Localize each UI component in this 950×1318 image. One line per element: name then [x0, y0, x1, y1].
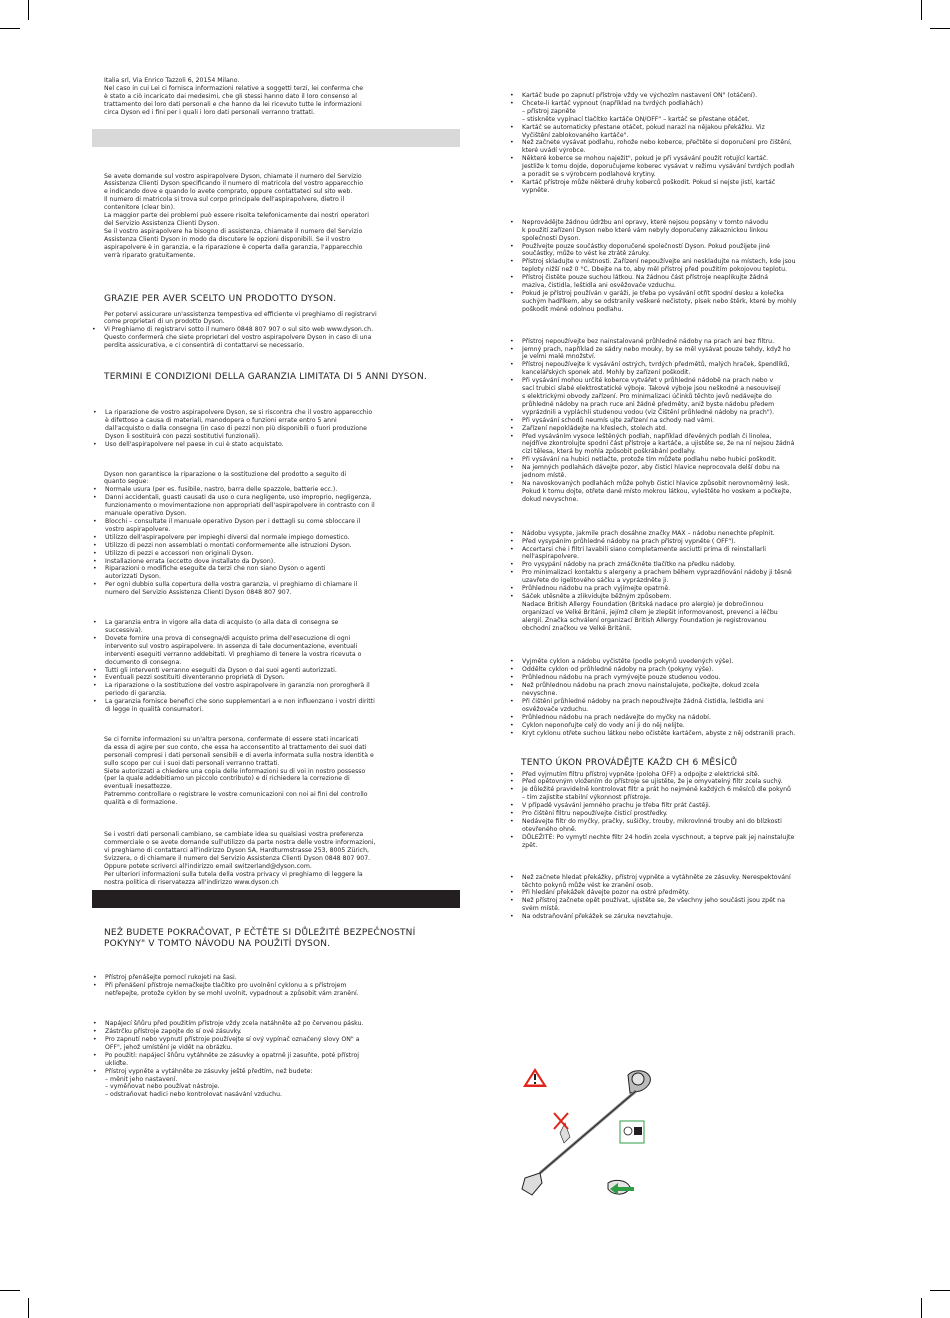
- crop-mark: [930, 28, 950, 29]
- list-item: • Přístroj skladujte v místnosti. Zařízení nepoužívejte ani neskladujte na místech, kde jsou teploty nižší než 0 °C. Dbejte na to, aby měl přístroj před použitím pokojovou teplotu.: [522, 258, 879, 274]
- list-item: • Pro minimalizaci kontaktu s alergeny a prachem během vyprazdňování nádoby ji těsně uzavřete do igelitového sáčku a vyprázdněte ji.: [522, 569, 879, 585]
- list-item: • Dovete fornire una prova di consegna/di acquisto prima dell'esecuzione di ogni intervento sul vostro aspirapolvere. In assenza di tale documentazione, eventuali interventi eseguiti verranno addebitati. Vi preghiamo di tenere la vostra ricevuta o documento di consegna.: [105, 635, 460, 667]
- list-item: • Přístroj čistěte pouze suchou látkou. Na žádnou část přístroje neaplikujte žádná maziva, čistidla, leštidla ani osvěžovače vzduchu.: [522, 274, 879, 290]
- list-item: • Před opětovným vložením do přístroje se ujistěte, že je omyvatelný filtr zcela suchý.: [522, 778, 879, 786]
- list-item: • Průhlednou nádobu na prach vymývejte pouze studenou vodou.: [522, 674, 879, 682]
- list-item: • Při vysávání schodů neumís ujte zařízení na schody nad vámi.: [522, 417, 879, 425]
- left-column: Italia srl, Via Enrico Tazzoli 6, 20154 Milano. Nel caso in cui Lei ci fornisca informazioni relative a soggetti terzi, lei conferma che è stato a ciò incaricato dai medesimi, che gli stessi hanno dato il loro consenso al trattamento dei loro dati personali e che hanno da lei ricevuto tutte le informazioni circa Dyson ed i fini per i quali i loro dati personali verranno trattati. Se avete domande sul vostro aspirapolvere Dyson, chiamate il numero del Servizio Assistenza Clienti Dyson specificando il numero di matricola del vostro apparecchio e indicando dove e quando lo avete comprato, oppure contattateci sul sito web. Il numero di matricola si trova sul corpo principale dell'aspirapolvere, dietro il contenitore (clear bin). La maggior parte dei problemi può essere risolta telefonicamente dai nostri operatori del Servizio Assistenza Clienti Dyson. Se il vostro aspirapolvere ha bisogno di assistenza, chiamate il numero del Servizio Assistenza Clienti Dyson in modo da discutere le opzioni disponibili. Se il vostro aspirapolvere è in garanzia, e la riparazione è coperta dalla garanzia, l'apparecchio verrà riparato gratuitamente. GRAZIE PER AVER SCELTO UN PRODOTTO DYSON. Per potervi assicurare un'assistenza tempestiva ed efficiente vi preghiamo di registrarvi come proprietari di un prodotto Dyson. • Vi Preghiamo di registrarvi sotto il numero 0848 807 907 o sul sito web www.dyson.ch. Questo confermerà che siete proprietari del vostro aspirapolvere Dyson in caso di una perdita assicurativa, e ci consentirà di contattarvi se necessario. TERMINI E CONDIZIONI DELLA GARANZIA LIMITATA DI 5 ANNI DYSON. • La riparazione de vostro aspirapolvere Dyson, se si riscontra che il vostro apparecchio è difettoso a causa di materiali, manodopera o funzioni errate entro 5 anni dall'acquisto o dalla consegna (in caso di pezzi non più disponibili o fuori produzione Dyson li sostituirà con pezzi sostitutivi funzionali). • Uso dell'aspirapolvere nel paese in cui è stato acquistato. Dyson non garantisce la riparazione o la sostituzione del prodotto a seguito di quanto segue: • Normale usura (per es. fusibile, nastro, barra delle spazzole, batterie ecc.). • Danni accidentali, guasti causati da uso o cura negligente, uso improprio, negligenza, funzionamento o movimentazione non appropriati dell'aspirapolvere in contrasto con il manuale operativo Dyson. • Blocchi – consultate il manuale operativo Dyson per i dettagli su come sbloccare il vostro aspirapolvere. • Utilizzo dell'aspirapolvere per impieghi diversi dal normale impiego domestico. • Utilizzo di pezzi non assemblati o montati conformemente alle istruzioni Dyson. • Utilizzo di pezzi e accessori non originali Dyson. • Installazione errata (eccetto dove installato da Dyson). • Riparazioni o modifiche eseguite da terzi che non siano Dyson o agenti autorizzati Dyson. • Per ogni dubbio sulla copertura della vostra garanzia, vi preghiamo di chiamare il numero del Servizio Assistenza Clienti Dyson 0848 807 907. • La garanzia entra in vigore alla data di acquisto (o alla data di consegna se successiva). • Dovete fornire una prova di consegna/di acquisto prima dell'esecuzione di ogni intervento sul vostro aspirapolvere. In assenza di tale documentazione, eventuali interventi eseguiti verranno addebitati. Vi preghiamo di tenere la vostra ricevuta o documento di consegna. • Tutti gli interventi verranno eseguiti da Dyson o dai suoi agenti autorizzati. • Eventuali pezzi sostituiti diventeranno proprietà di Dyson. • La riparazione o la sostituzione del vostro aspirapolvere in garanzia non prorogherà il periodo di garanzia. • La garanzia fornisce benefici che sono supplementari a e non influenzano i vostri diritti di legge in qualità consumatori. Se ci fornite informazioni su un'altra persona, confermate di essere stati incaricati da essa di agire per suo conto, che essa ha acconsentito al trattamento dei suoi dati personali compresi i dati personali sensibili e di averla informata sulla nostra identità e sullo scopo per cui i suoi dati personali verranno trattati. Siete autorizzati a chiedere una copia delle informazioni su di voi in nostro possesso (per la quale addebitiamo un piccolo contributo) e di richiedere la correzione di eventuali inesattezze. Patremmo controllare o registrare le vostre comunicazioni con noi ai fini del controllo qualità e di formazione. Se i vostri dati personali cambiano, se cambiate idea su qualsiasi vostra preferenza commerciale o se avete domande sull'utilizzo da parte nostra delle vostre informazioni, vi preghiamo di contattarci all'indirizzo Dyson SA, Hardturmstrasse 253, 8005 Zürich, Svizzera, o di chiamare il numero del Servizio Assistenza Clienti Dyson 0848 807 907. Oppure potete scriverci all'indirizzo email switzerland@dyson.com. Per ulteriori informazioni sulla tutela della vostra privacy vi preghiamo di leggere la nostra politica di riservatezza all'indirizzo www.dyson.ch NEŽ BUDETE POKRAČOVAT, P EČTĚTE SI DŮLEŽITÉ BEZPEČNOSTNÍ POKYNY" V TOMTO NÁVODU NA POUŽITÍ DYSON. • Přístroj přenášejte pomocí rukojeti na šasi. • Při přenášení přístroje nemačkejte tlačítko pro uvolnění cyklonu a s přístrojem netřepejte, protože cyklon by se mohl uvolnit, vypadnout a způsobit vám zranění. • Napájecí šňůru před použitím přístroje vždy zcela natáhněte až po červenou pásku. • Zástrčku přístroje zapojte do sí ové zásuvky. • Pro zapnutí nebo vypnutí přístroje používejte sí ový vypínač označený slovy ON" a OFF", jehož umístění je vidět na obrázku. • Po použití: napájecí šňůru vytáhněte ze zásuvky a opatrně ji zasuňte, poté přístroj ukliďte. • Přístroj vypněte a vytáhněte ze zásuvky ještě předtím, než budete: – měnit jeho nastavení. – vyměňovat nebo používat nástroje. – odstraňovat hadici nebo kontrolovat nasávání vzduchu.: [92, 77, 460, 1099]
- warning-icon: [523, 1068, 547, 1087]
- list-item: • Kartáč bude po zapnutí přístroje vždy ve výchozím nastavení ON" (otáčení).: [522, 92, 879, 100]
- termini-heading: TERMINI E CONDIZIONI DELLA GARANZIA LIMITATA DI 5 ANNI DYSON.: [104, 372, 427, 383]
- vacuum-illustration: [510, 1063, 675, 1213]
- privacy-text-1: Se ci fornite informazioni su un'altra persona, confermate di essere stati incaricati da essa di agire per suo conto, che essa ha acconsentito al trattamento dei suoi dati personali compresi i dati personali sensibili e di averla informata sulla nostra identità e sullo scopo per cui i suoi dati personali verranno trattati. Siete autorizzati a chiedere una copia delle informazioni su di voi in nostro possesso (per la quale addebitiamo un piccolo contributo) e di richiedere la correzione di eventuali inesattezze. Patremmo controllare o registrare le vostre comunicazioni con noi ai fini del controllo qualità e di formazione.: [104, 735, 374, 807]
- list-item: • Vyjměte cyklon a nádobu vyčistěte (podle pokynů uvedených výše).: [522, 658, 879, 666]
- cyclone-list: [509, 658, 879, 737]
- list-item: • Je důležité pravidelně kontrolovat filtr a prát ho nejméně každých 6 měsíců dle pokynů – tím zajistíte stabilní výkonnost přístroje.: [522, 786, 879, 802]
- list-item: • La riparazione o la sostituzione del vostro aspirapolvere in garanzia non prorogherà il periodo di garanzia.: [105, 682, 460, 698]
- list-item: • Napájecí šňůru před použitím přístroje vždy zcela natáhněte až po červenou pásku.: [105, 1020, 460, 1028]
- crop-mark: [921, 0, 922, 20]
- safety-heading: NEŽ BUDETE POKRAČOVAT, P EČTĚTE SI DŮLEŽITÉ BEZPEČNOSTNÍ POKYNY" V TOMTO NÁVODU NA POUŽITÍ DYSON.: [104, 928, 416, 950]
- list-item: • Před vysáváním vysoce leštěných podlah, například dřevěných podlah či linolea, nejdříve zkontrolujte spodní část přístroje a kartáče, a ujistěte se, že na ní nejsou žádná cizí tělesa, která by mohla způsobit poškrábání podlahy.: [522, 433, 879, 457]
- list-item: • La garanzia entra in vigore alla data di acquisto (o alla data di consegna se successiva).: [105, 619, 460, 635]
- list-item: • Před vysypáním průhledné nádoby na prach přístroj vypněte ( OFF").: [522, 538, 879, 546]
- list-item: • Riparazioni o modifiche eseguite da terzi che non siano Dyson o agenti autorizzati Dyson.: [105, 565, 460, 581]
- list-item: • Zástrčku přístroje zapojte do sí ové zásuvky.: [105, 1028, 460, 1036]
- list-item: • Blocchi – consultate il manuale operativo Dyson per i dettagli su come sbloccare il vostro aspirapolvere.: [105, 518, 460, 534]
- non-garantisce-list: [92, 486, 460, 597]
- list-item: • Při vysávání mohou určité koberce vytvářet v průhledné nádobě na prach nebo v sací trubici slabé elektrostatické výboje. Takové výboje jsou neškodné a nesouvisejí s elektrickými obvody zařízení. Pro minimalizaci účinků těchto jevů nedávejte do průhledné nádoby na prach ruce ani žádné předměty, aniž byste nádobu předem vyprázdnili a vypláchli studenou vodou (viz Čištění průhledné nádoby na prach").: [522, 377, 879, 417]
- list-item: • Než přístroj začnete opět používat, ujistěte se, že všechny jeho součásti jsou zpět na svém místě.: [522, 897, 879, 913]
- list-item: • Tutti gli interventi verranno eseguiti da Dyson o dai suoi agenti autorizzati.: [105, 667, 460, 675]
- list-item: • Při hledání překážek dávejte pozor na ostré předměty.: [522, 889, 879, 897]
- list-item: • Průhlednou nádobu na prach vyjímejte opatrně.: [522, 585, 879, 593]
- intro-text: Italia srl, Via Enrico Tazzoli 6, 20154 Milano. Nel caso in cui Lei ci fornisca informazioni relative a soggetti terzi, lei conferma che è stato a ciò incaricato dai medesimi, che gli stessi hanno dato il loro consenso al trattamento dei loro dati personali e che hanno da lei ricevuto tutte le informazioni circa Dyson ed i fini per i quali i loro dati personali verranno trattati.: [104, 77, 364, 116]
- list-item: • Nedávejte filtr do myčky, pračky, sušičky, trouby, mikrovlnné trouby ani do blízkosti otevřeného ohně.: [522, 818, 879, 834]
- list-item: • Na odstraňování překážek se záruka nevztahuje.: [522, 913, 879, 921]
- list-item: • Přístroj přenášejte pomocí rukojeti na šasi.: [105, 974, 460, 982]
- bin-list: [509, 530, 879, 633]
- list-item: • Než začnete vysávat podlahu, rohože nebo koberce, přečtěte si doporučení pro čištění, které uvádí výrobce.: [522, 139, 879, 155]
- list-item: • Kryt cyklonu otřete suchou látkou nebo očistěte kartáčem, abyste z něj odstranili prach.: [522, 730, 879, 738]
- list-item: • Danni accidentali, guasti causati da uso o cura negligente, uso improprio, negligenza, funzionamento o movimentazione non appropriati dell'aspirapolvere in contrasto con il manuale operativo Dyson.: [105, 494, 460, 518]
- list-item: • Uso dell'aspirapolvere nel paese in cui è stato acquistato.: [105, 441, 460, 449]
- list-item: • Některé koberce se mohou naježit", pokud je při vysávání použit rotující kartáč. Jestliže k tomu dojde, doporučujeme koberec vysávat v režimu vysávání tvrdých podlah a poradit se s výrobcem podlahové krytiny.: [522, 155, 879, 179]
- list-item: • Kartáč se automaticky přestane otáčet, pokud narazí na nějakou překážku. Viz Vyčištění zablokovaného kartáče".: [522, 124, 879, 140]
- list-item: • Zařízení nepokládejte na křeslech, stolech atd.: [522, 425, 879, 433]
- assistance-text: Se avete domande sul vostro aspirapolvere Dyson, chiamate il numero del Servizio Assistenza Clienti Dyson specificando il numero di matricola del vostro apparecchio e indicando dove e quando lo avete comprato, oppure contattateci sul sito web. Il numero di matricola si trova sul corpo principale dell'aspirapolvere, dietro il contenitore (clear bin). La maggior parte dei problemi può essere risolta telefonicamente dai nostri operatori del Servizio Assistenza Clienti Dyson. Se il vostro aspirapolvere ha bisogno di assistenza, chiamate il numero del Servizio Assistenza Clienti Dyson in modo da discutere le opzioni disponibili. Se il vostro aspirapolvere è in garanzia, e la riparazione è coperta dalla garanzia, l'apparecchio verrà riparato gratuitamente.: [104, 172, 369, 259]
- list-item: • Neprovádějte žádnou údržbu ani opravy, které nejsou popsány v tomto návodu k použití zařízení Dyson nebo které vám nebyly doporučeny zákaznickou linkou společnosti Dyson.: [522, 219, 879, 243]
- list-item: • Přístroj nepoužívejte k vysávání ostrých, tvrdých předmětů, malých hraček, špendlíků, kancelářských sponek atd. Mohly by zařízení poškodit.: [522, 361, 879, 377]
- crop-mark: [930, 1290, 950, 1291]
- blockage-list: [509, 874, 879, 921]
- list-item: • DŮLEŽITÉ: Po vymytí nechte filtr 24 hodin zcela vyschnout, a teprve pak jej nainstalujte zpět.: [522, 834, 879, 850]
- crop-mark: [28, 0, 29, 20]
- list-item: • Na navoskovaných podlahách může pohyb čisticí hlavice způsobit nerovnoměrný lesk. Pokud k tomu dojte, otřete dané místo mokrou látkou, vyleštěte ho voskem a počkejte, dokud nevyschne.: [522, 480, 879, 504]
- list-item: • Než průhlednou nádobu na prach znovu nainstalujete, počkejte, dokud zcela nevyschne.: [522, 682, 879, 698]
- list-item: • Oddělte cyklon od průhledné nádoby na prach (pokyny výše).: [522, 666, 879, 674]
- list-item: • Po použití: napájecí šňůru vytáhněte ze zásuvky a opatrně ji zasuňte, poté přístroj ukliďte.: [105, 1052, 460, 1068]
- filter-list: [509, 771, 879, 850]
- list-item: • Installazione errata (eccetto dove installato da Dyson).: [105, 558, 460, 566]
- list-item: • Při přenášení přístroje nemačkejte tlačítko pro uvolnění cyklonu a s přístrojem netřepejte, protože cyklon by se mohl uvolnit, vypadnout a způsobit vám zranění.: [105, 982, 460, 998]
- crop-mark: [28, 1298, 29, 1318]
- list-item: • Používejte pouze součástky doporučené společností Dyson. Pokud použijete jiné součástky, může to vést ke ztrátě záruky.: [522, 243, 879, 259]
- list-item: • Vi Preghiamo di registrarvi sotto il numero 0848 807 907 o sul sito web www.dyson.ch. Questo confermerà che siete proprietari del vostro aspirapolvere Dyson in caso di una perdita assicurativa, e ci consentirà di contattarvi se necessario.: [104, 326, 460, 350]
- list-item: • La riparazione de vostro aspirapolvere Dyson, se si riscontra che il vostro apparecchio è difettoso a causa di materiali, manodopera o funzioni errate entro 5 anni dall'acquisto o dalla consegna (in caso di pezzi non più disponibili o fuori produzione Dyson li sostituirà con pezzi sostitutivi funzionali).: [105, 409, 460, 441]
- privacy-text-2: Se i vostri dati personali cambiano, se cambiate idea su qualsiasi vostra preferenza commerciale o se avete domande sull'utilizzo da parte nostra delle vostre informazioni, vi preghiamo di contattarci all'indirizzo Dyson SA, Hardturmstrasse 253, 8005 Zürich, Svizzera, o di chiamare il numero del Servizio Assistenza Clienti Dyson 0848 807 907. Oppure potete scriverci all'indirizzo email switzerland@dyson.com. Per ulteriori informazioni sulla tutela della vostra privacy vi preghiamo di leggere la nostra politica di riservatezza all'indirizzo www.dyson.ch: [104, 831, 376, 886]
- vacuuming-list: [509, 338, 879, 504]
- right-column: [509, 92, 879, 921]
- list-item: • Pro čištění filtru nepoužívejte čisticí prostředky.: [522, 810, 879, 818]
- list-item: • Normale usura (per es. fusibile, nastro, barra delle spazzole, batterie ecc.).: [105, 486, 460, 494]
- crop-mark: [0, 28, 20, 29]
- list-item: • Cyklon neponořujte celý do vody ani ji do něj nelijte.: [522, 722, 879, 730]
- prohibited-icon: [554, 1113, 568, 1129]
- list-item: • Jemný prach, například ze sádry nebo mouky, by se měl vysávat pouze tehdy, když ho je velmi malé množství.: [522, 346, 879, 362]
- list-item: • Pro zapnutí nebo vypnutí přístroje používejte sí ový vypínač označený slovy ON" a OFF", jehož umístění je vidět na obrázku.: [105, 1036, 460, 1052]
- list-item: • Průhlednou nádobu na prach nedávejte do myčky na nádobí.: [522, 714, 879, 722]
- list-item: • Sáček utěsněte a zlikvidujte běžným způsobem. Nadace British Allergy Foundation (Britská nadace pro alergie) je dobročinnou organizací ve Velké Británii, jejímž cílem je zlepšit informovanost, prevenci a léčbu alergií. Značka schválení organizací British Allergy Foundation je registrovanou obchodní značkou ve Velké Británii.: [522, 593, 879, 633]
- grazie-heading: GRAZIE PER AVER SCELTO UN PRODOTTO DYSON.: [104, 293, 337, 304]
- list-item: • Pokud je přístroj používán v garáži, je třeba po vysávání otřít spodní desku a kolečka suchým hadříkem, aby se odstranily veškeré nečistoty, písek nebo štěrk, které by mohly poškodit méně odolnou podlahu.: [522, 290, 879, 314]
- list-item: • Na jemných podlahách dávejte pozor, aby čisticí hlavice neprocovala delší dobu na jednom místě.: [522, 464, 879, 480]
- list-item: • Než začnete hledat překážky, přístroj vypněte a vytáhněte ze zásuvky. Nerespektování těchto pokynů může vést ke zranění osob.: [522, 874, 879, 890]
- list-item: • Utilizzo dell'aspirapolvere per impieghi diversi dal normale impiego domestico.: [105, 534, 460, 542]
- power-list: [92, 1020, 460, 1099]
- crop-mark: [0, 1290, 20, 1291]
- list-item: • Nádobu vysypte, jakmile prach dosáhne značky MAX – nádobu nenechte přeplnit.: [522, 530, 879, 538]
- list-item: • Při čištění průhledné nádoby na prach nepoužívejte žádná čistidla, leštidla ani osvěžovače vzduchu.: [522, 698, 879, 714]
- list-item: • Utilizzo di pezzi non assemblati o montati conformemente alle istruzioni Dyson.: [105, 542, 460, 550]
- list-item: • Pro vysypání nádoby na prach zmáčkněte tlačítko na předku nádoby.: [522, 561, 879, 569]
- list-item: • Per ogni dubbio sulla copertura della vostra garanzia, vi preghiamo di chiamare il numero del Servizio Assistenza Clienti Dyson 0848 807 907.: [105, 581, 460, 597]
- list-item: • Při vysávání na hubici netlačte, protože tím můžete podlahu nebo hubici poškodit.: [522, 456, 879, 464]
- list-item: • V případě vysávání jemného prachu je třeba filtr prát častěji.: [522, 802, 879, 810]
- termini-list: [92, 409, 460, 449]
- garanzia-list: [92, 619, 460, 714]
- list-item: • La garanzia fornisce benefici che sono supplementari a e non influenzano i vostri diritti di legge in qualità consumatori.: [105, 698, 460, 714]
- crop-mark: [921, 1298, 922, 1318]
- section-header-bar: [92, 129, 460, 147]
- list-item: • Chcete-li kartáč vypnout (například na tvrdých podlahách) – přístroj zapněte – stiskněte vypínací tlačítko kartáče ON/OFF" – kartáč se přestane otáčet.: [522, 100, 879, 124]
- non-garantisce-text: Dyson non garantisce la riparazione o la sostituzione del prodotto a seguito di quanto segue:: [104, 470, 347, 486]
- list-item: • Přístroj nepoužívejte bez nainstalované průhledné nádoby na prach ani bez filtru.: [522, 338, 879, 346]
- carry-list: [92, 974, 460, 998]
- list-item: • Před vyjmutím filtru přístroj vypněte (poloha OFF) a odpojte z elektrické sítě.: [522, 771, 879, 779]
- list-item: • Přístroj vypněte a vytáhněte ze zásuvky ještě předtím, než budete: – měnit jeho nastavení. – vyměňovat nebo používat nástroje. – odstraňovat hadici nebo kontrolovat nasávání vzduchu.: [105, 1068, 460, 1100]
- list-item: • Eventuali pezzi sostituiti diventeranno proprietà di Dyson.: [105, 674, 460, 682]
- maintenance-list: [509, 219, 879, 314]
- list-item: • Utilizzo di pezzi e accessori non originali Dyson.: [105, 550, 460, 558]
- brush-list: [509, 92, 879, 195]
- list-item: • Accertarsi che i filtri lavabili siano completamente asciutti prima di reinstallarli nell'aspirapolvere.: [522, 546, 879, 562]
- plug-icon: [620, 1121, 644, 1143]
- section-divider-dark: [92, 890, 460, 908]
- filter-heading: TENTO ÚKON PROVÁDĚJTE KAŽD CH 6 MĚSÍCŮ: [521, 757, 738, 768]
- list-item: • Kartáč přístroje může některé druhy koberců poškodit. Pokud si nejste jistí, kartáč vypněte.: [522, 179, 879, 195]
